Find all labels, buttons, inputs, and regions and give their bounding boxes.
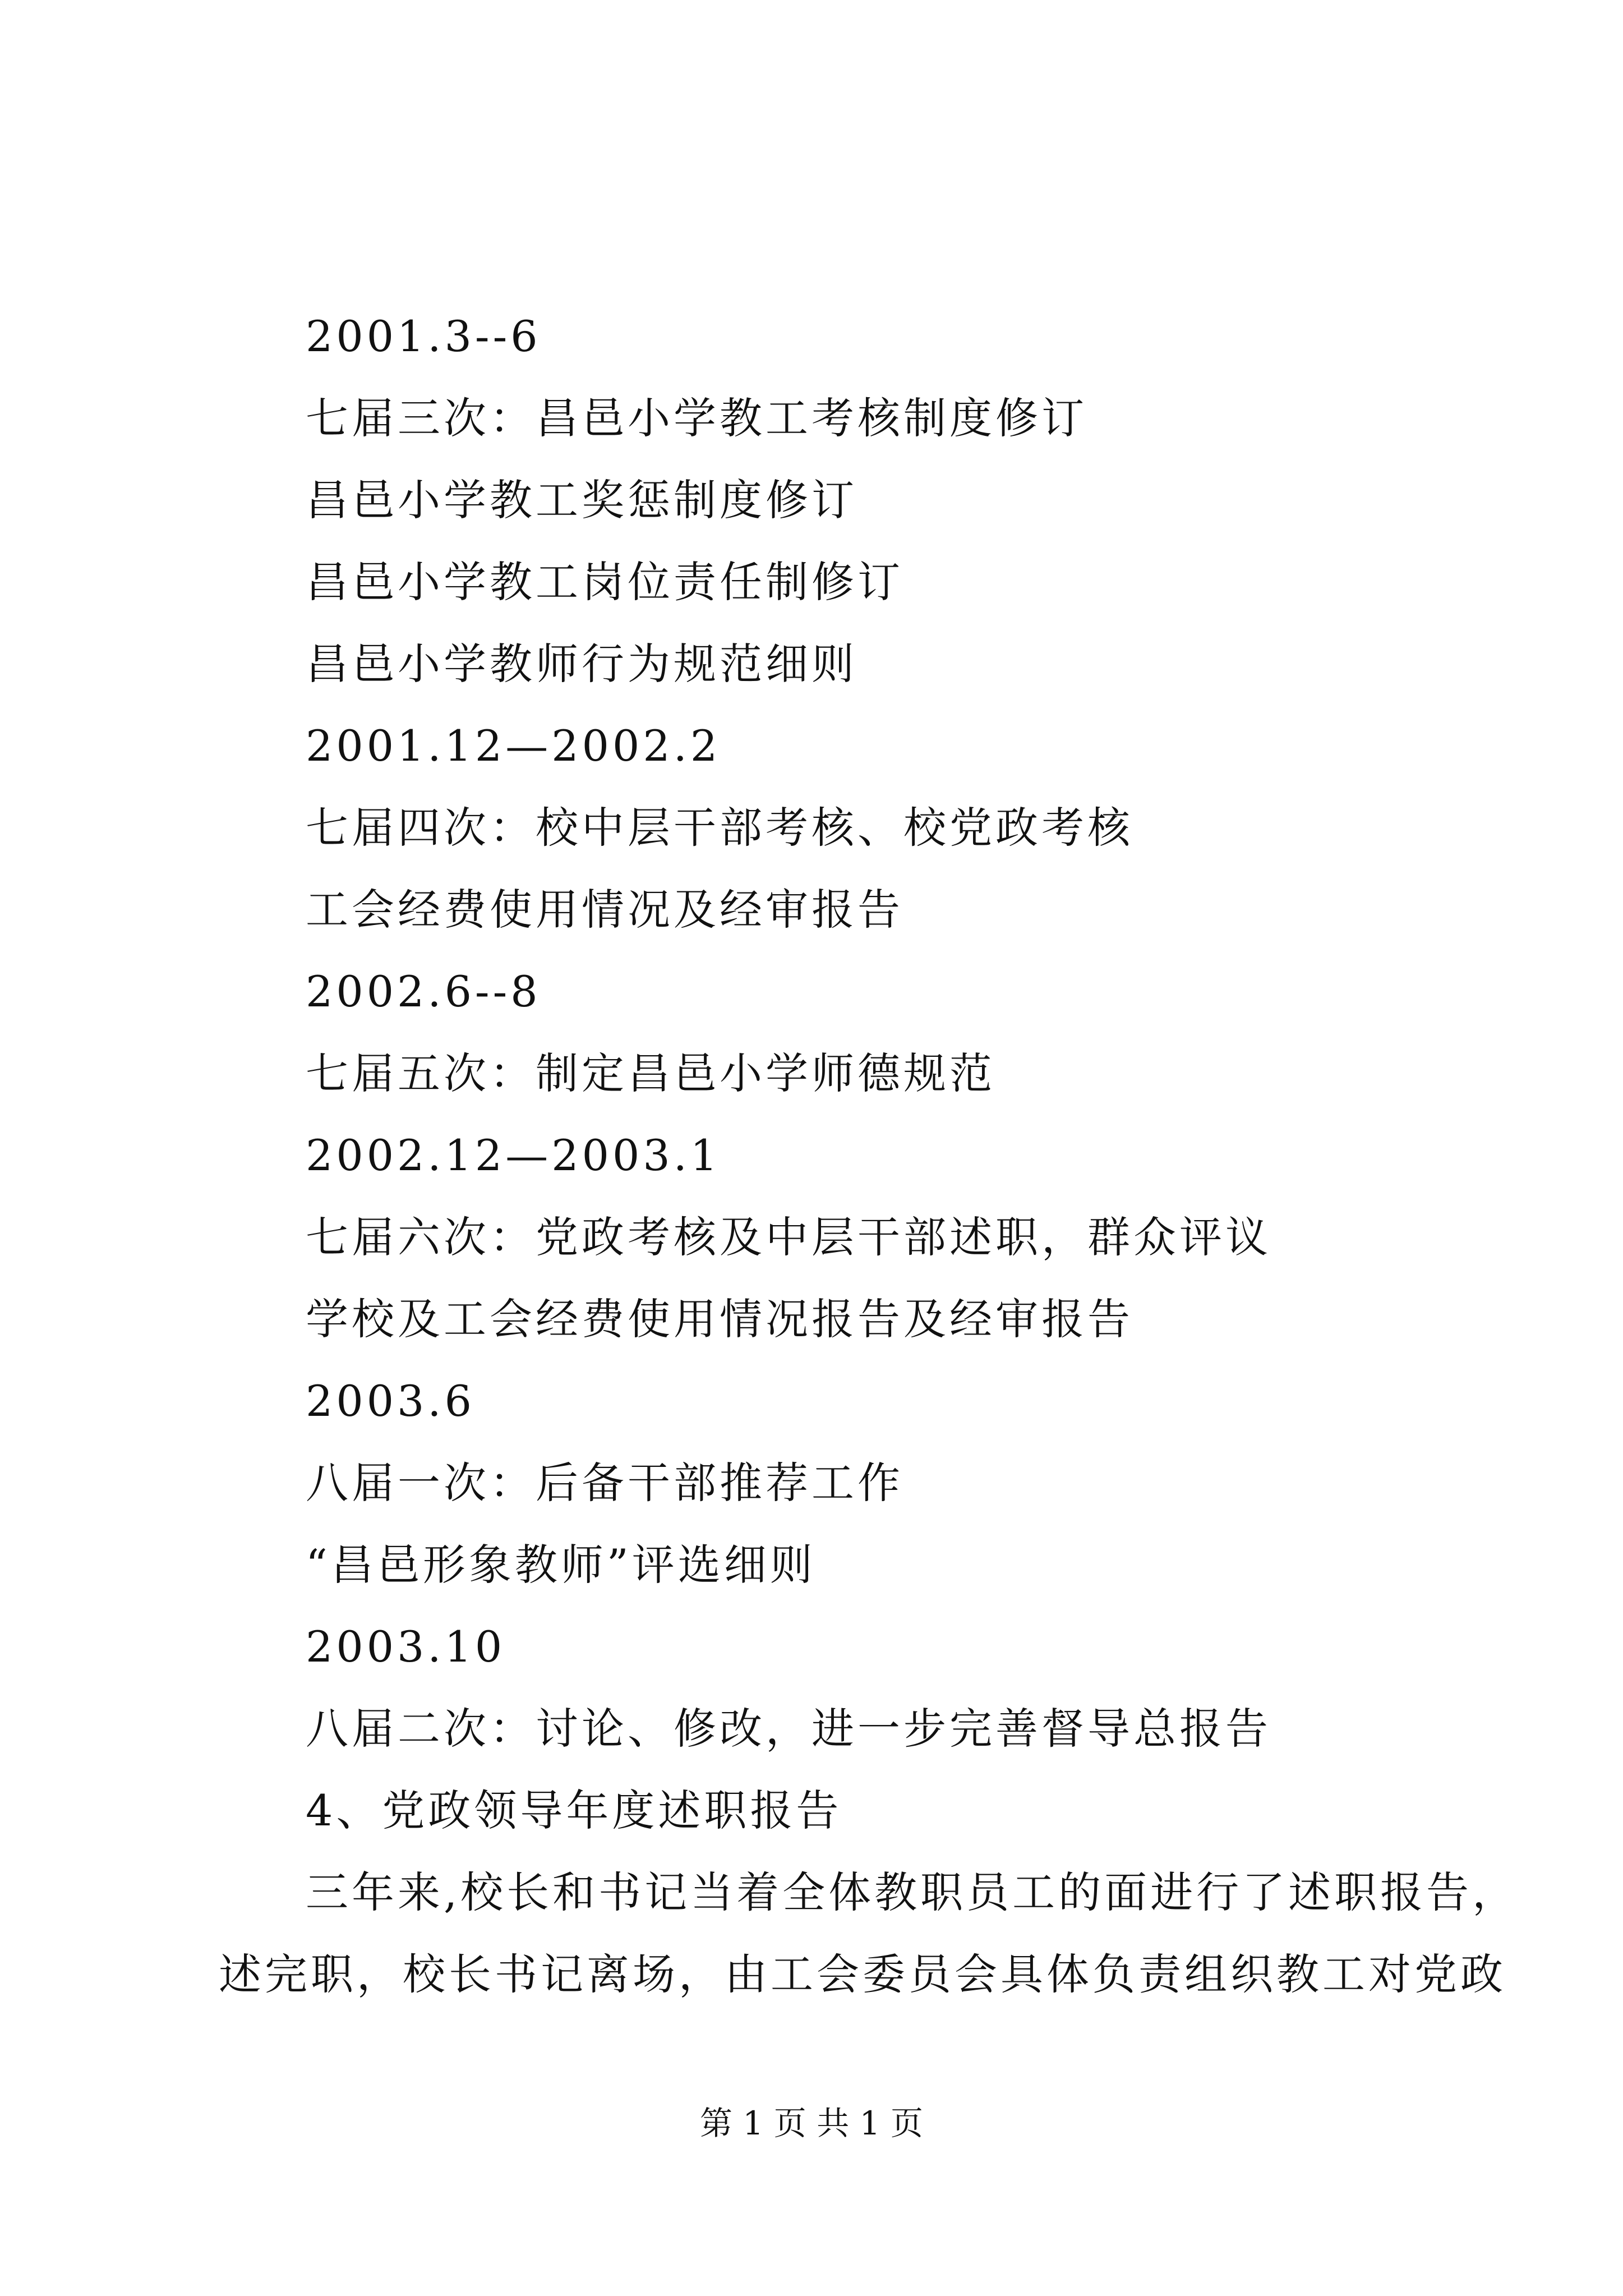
text-line: 2003.6 <box>306 1376 475 1426</box>
text-line: 七届五次：制定昌邑小学师德规范 <box>306 1048 995 1098</box>
text-line: 工会经费使用情况及经审报告 <box>306 885 903 935</box>
text-line: 学校及工会经费使用情况报告及经审报告 <box>306 1294 1133 1344</box>
text-line: 2001.3--6 <box>306 311 541 361</box>
text-line: 2001.12—2002.2 <box>306 721 721 771</box>
text-line: 2003.10 <box>306 1622 506 1672</box>
text-line: “昌邑形象教师”评选细则 <box>306 1540 816 1590</box>
text-line: 七届六次：党政考核及中层干部述职，群众评议 <box>306 1212 1271 1262</box>
text-line: 昌邑小学教师行为规范细则 <box>306 639 857 689</box>
text-line: 昌邑小学教工岗位责任制修订 <box>306 557 903 607</box>
text-line: 七届四次：校中层干部考核、校党政考核 <box>306 803 1133 853</box>
text-line: 八届一次：后备干部推荐工作 <box>306 1458 903 1508</box>
text-line: 2002.6--8 <box>306 967 541 1016</box>
page-footer: 第 1 页 共 1 页 <box>700 2104 923 2142</box>
paragraph-line: 述完职，校长书记离场，由工会委员会具体负责组织教工对党政 <box>219 1949 1506 1999</box>
text-line: 2002.12—2003.1 <box>306 1130 721 1180</box>
text-line: 八届二次：讨论、修改，进一步完善督导总报告 <box>306 1704 1271 1754</box>
text-line: 七届三次：昌邑小学教工考核制度修订 <box>306 393 1087 443</box>
text-line: 昌邑小学教工奖惩制度修订 <box>306 475 857 525</box>
paragraph-line: 三年来,校长和书记当着全体教职员工的面进行了述职报告， <box>306 1867 1519 1917</box>
section-heading: 4、党政领导年度述职报告 <box>306 1786 842 1835</box>
